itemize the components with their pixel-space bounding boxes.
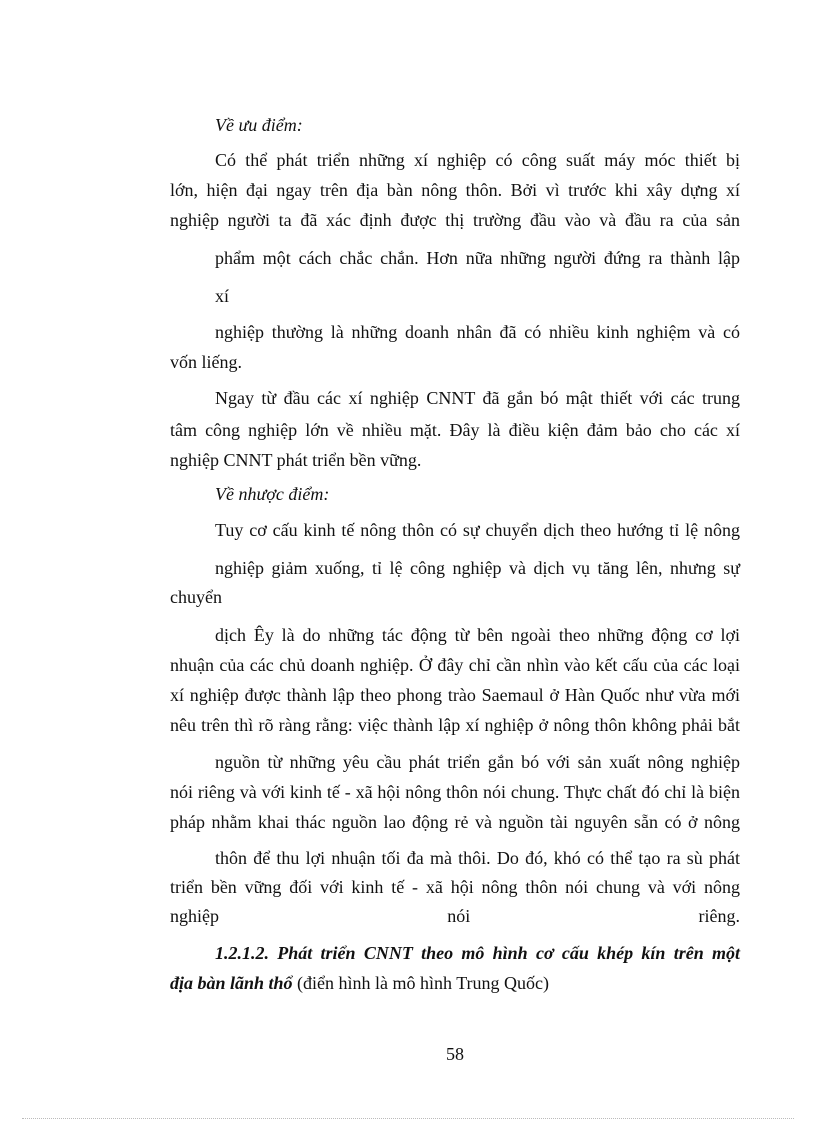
paragraph-line: nói riêng và với kinh tế - xã hội nông thôn nói chung. Thực chất đó chỉ là biện	[170, 782, 740, 802]
paragraph-line: phẩm một cách chắc chắn. Hơn nữa những người đứng ra thành lập	[215, 248, 740, 268]
paragraph-line: Tuy cơ cấu kinh tế nông thôn có sự chuyển dịch theo hướng tỉ lệ nông	[215, 520, 740, 540]
section-heading: 1.2.1.2. Phát triển CNNT theo mô hình cơ cấu khép kín trên một	[215, 943, 740, 963]
paragraph-line: nghiệp giảm xuống, tỉ lệ công nghiệp và dịch vụ tăng lên, nhưng sự	[215, 558, 740, 578]
paragraph-line: tâm công nghiệp lớn về nhiều mặt. Đây là điều kiện đảm bảo cho các xí	[170, 420, 740, 440]
paragraph-line: lớn, hiện đại ngay trên địa bàn nông thôn. Bởi vì trước khi xây dựng xí	[170, 180, 740, 200]
paragraph-line: triển bền vững đối với kinh tế - xã hội nông thôn nói chung và với nông	[170, 877, 740, 897]
paragraph-line: dịch Êy là do những tác động từ bên ngoài theo những động cơ lợi	[215, 625, 740, 645]
paragraph-line: thôn để thu lợi nhuận tối đa mà thôi. Do đó, khó có thể tạo ra sù phát	[215, 848, 740, 868]
paragraph-line: nghiệp nói riêng.	[170, 906, 740, 926]
paragraph-line: vốn liếng.	[170, 352, 242, 372]
section-heading-note: (điển hình là mô hình Trung Quốc)	[292, 973, 550, 993]
paragraph-line: Ngay từ đầu các xí nghiệp CNNT đã gắn bó mật thiết với các trung	[215, 388, 740, 408]
paragraph-line: pháp nhằm khai thác nguồn lao động rẻ và nguồn tài nguyên sẵn có ở nông	[170, 812, 740, 832]
paragraph-line: nêu trên thì rõ ràng rằng: việc thành lập xí nghiệp ở nông thôn không phải bắt	[170, 715, 740, 735]
page-number: 58	[446, 1044, 464, 1064]
page-bottom-border	[22, 1118, 794, 1119]
paragraph-line: Có thể phát triển những xí nghiệp có công suất máy móc thiết bị	[215, 150, 740, 170]
paragraph-line: nguồn từ những yêu cầu phát triển gắn bó với sản xuất nông nghiệp	[215, 752, 740, 772]
paragraph-line: nghiệp người ta đã xác định được thị trường đầu vào và đầu ra của sản	[170, 210, 740, 230]
paragraph-line: nghiệp CNNT phát triển bền vững.	[170, 450, 422, 470]
subheading-advantages: Về ưu điểm:	[215, 115, 303, 135]
paragraph-line: nghiệp thường là những doanh nhân đã có nhiều kinh nghiệm và có	[215, 322, 740, 342]
paragraph-line: xí	[215, 286, 230, 306]
section-heading-continued	[170, 972, 549, 994]
paragraph-line: nhuận của các chủ doanh nghiệp. Ở đây chỉ cần nhìn vào kết cấu của các loại	[170, 655, 740, 675]
section-heading-bold: địa bàn lãnh thổ	[170, 973, 293, 993]
paragraph-line: xí nghiệp được thành lập theo phong trào Saemaul ở Hàn Quốc như vừa mới	[170, 685, 740, 705]
subheading-disadvantages: Về nhược điểm:	[215, 484, 330, 504]
paragraph-line: chuyển	[170, 587, 222, 607]
